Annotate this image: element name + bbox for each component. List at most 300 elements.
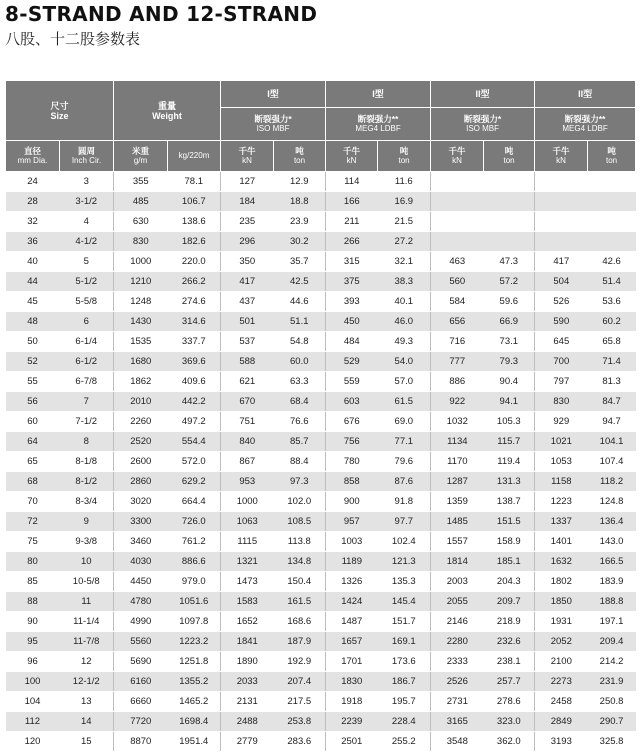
table-row [6, 632, 636, 652]
table-cell: 7-1/2 [60, 412, 114, 432]
col-header-en: mm Dia. [17, 156, 48, 165]
table-cell: 47.3 [484, 252, 535, 272]
table-cell: 350 [221, 252, 274, 272]
table-cell: 28 [6, 192, 60, 212]
col-header-en: ton [606, 156, 618, 165]
table-cell: 2526 [431, 672, 484, 692]
table-cell: 645 [535, 332, 588, 352]
table-row [6, 172, 636, 192]
table-cell: 73.1 [484, 332, 535, 352]
table-cell: 54.0 [378, 352, 431, 372]
table-cell: 46.0 [378, 312, 431, 332]
table-cell: 88.4 [274, 452, 326, 472]
weight-header-cn: 重量 [158, 100, 177, 111]
table-cell: 780 [326, 452, 378, 472]
col-header-en: Inch Cir. [71, 156, 102, 165]
table-cell: 71.4 [588, 352, 636, 372]
table-cell: 183.9 [588, 572, 636, 592]
table-cell: 197.1 [588, 612, 636, 632]
group-type-header: II型 [431, 81, 535, 108]
table-cell: 4-1/2 [60, 232, 114, 252]
group-type-header: I型 [221, 81, 326, 108]
table-cell: 559 [326, 372, 378, 392]
group-metric-header [326, 108, 431, 141]
table-cell: 91.8 [378, 492, 431, 512]
table-cell: 104 [6, 692, 60, 712]
metric-en: ISO MBF [466, 124, 499, 133]
table-row [6, 712, 636, 732]
table-cell: 48 [6, 312, 60, 332]
col-header-en: kN [346, 156, 357, 165]
table-cell: 53.6 [588, 292, 636, 312]
table-cell: 1465.2 [168, 692, 221, 712]
table-cell: 192.9 [274, 652, 326, 672]
table-cell: 211 [326, 212, 378, 232]
table-cell: 2860 [114, 472, 168, 492]
table-cell: 78.1 [168, 172, 221, 192]
table-cell: 253.8 [274, 712, 326, 732]
table-row [6, 252, 636, 272]
table-cell: 250.8 [588, 692, 636, 712]
table-cell: 437 [221, 292, 274, 312]
table-cell: 231.9 [588, 672, 636, 692]
table-cell: 442.2 [168, 392, 221, 412]
table-cell: 323.0 [484, 712, 535, 732]
table-cell: 266.2 [168, 272, 221, 292]
table-cell: 113.8 [274, 532, 326, 552]
col-header-kg220 [168, 141, 221, 172]
table-cell: 97.7 [378, 512, 431, 532]
table-cell [588, 212, 636, 232]
table-cell: 80 [6, 552, 60, 572]
metric-cn: 断裂强力* [463, 114, 502, 124]
table-cell: 621 [221, 372, 274, 392]
table-cell: 195.7 [378, 692, 431, 712]
table-cell [484, 172, 535, 192]
col-header-en: kN [556, 156, 566, 165]
table-row [6, 212, 636, 232]
table-cell: 278.6 [484, 692, 535, 712]
table-cell: 106.7 [168, 192, 221, 212]
table-cell: 6-1/4 [60, 332, 114, 352]
table-cell: 60.2 [588, 312, 636, 332]
table-cell: 450 [326, 312, 378, 332]
table-cell [431, 212, 484, 232]
col-header-circumference [60, 141, 114, 172]
table-cell [535, 172, 588, 192]
table-cell: 375 [326, 272, 378, 292]
table-cell: 417 [221, 272, 274, 292]
table-cell [484, 192, 535, 212]
table-cell: 127 [221, 172, 274, 192]
table-cell: 325.8 [588, 732, 636, 752]
table-cell: 588 [221, 352, 274, 372]
table-cell: 726.0 [168, 512, 221, 532]
table-cell: 417 [535, 252, 588, 272]
table-header [6, 81, 636, 172]
col-header-kn [535, 141, 588, 172]
table-row [6, 552, 636, 572]
table-cell: 51.1 [274, 312, 326, 332]
table-cell [431, 232, 484, 252]
table-cell: 1097.8 [168, 612, 221, 632]
col-header-cn: 米重 [132, 146, 150, 156]
metric-cn: 断裂强力** [357, 114, 399, 124]
col-header-kn [326, 141, 378, 172]
table-row [6, 452, 636, 472]
table-cell: 572.0 [168, 452, 221, 472]
table-cell [484, 232, 535, 252]
table-cell: 3193 [535, 732, 588, 752]
table-cell: 4990 [114, 612, 168, 632]
page-subtitle: 八股、十二股参数表 [5, 30, 141, 48]
table-cell: 1359 [431, 492, 484, 512]
table-cell: 1401 [535, 532, 588, 552]
table-cell: 24 [6, 172, 60, 192]
table-cell: 13 [60, 692, 114, 712]
table-cell: 35.7 [274, 252, 326, 272]
col-header-en: ton [293, 156, 306, 165]
table-cell: 1248 [114, 292, 168, 312]
table-cell: 102.0 [274, 492, 326, 512]
table-cell: 3460 [114, 532, 168, 552]
table-cell: 238.1 [484, 652, 535, 672]
weight-header-en: Weight [152, 110, 182, 121]
table-cell: 409.6 [168, 372, 221, 392]
table-cell: 603 [326, 392, 378, 412]
table-cell: 204.3 [484, 572, 535, 592]
size-header-en: Size [50, 110, 69, 121]
table-cell: 30.2 [274, 232, 326, 252]
table-cell: 830 [114, 232, 168, 252]
size-header-cn: 尺寸 [50, 100, 69, 111]
group-type-header: II型 [535, 81, 636, 108]
metric-cn: 断裂强力** [564, 114, 606, 124]
table-cell: 2052 [535, 632, 588, 652]
table-cell: 90 [6, 612, 60, 632]
table-cell: 7720 [114, 712, 168, 732]
table-cell: 1487 [326, 612, 378, 632]
table-cell: 119.4 [484, 452, 535, 472]
table-cell: 337.7 [168, 332, 221, 352]
table-cell: 3020 [114, 492, 168, 512]
table-cell: 584 [431, 292, 484, 312]
table-cell: 1287 [431, 472, 484, 492]
table-cell: 36 [6, 232, 60, 252]
table-cell: 27.2 [378, 232, 431, 252]
table-cell: 1430 [114, 312, 168, 332]
table-cell: 5690 [114, 652, 168, 672]
table-row [6, 372, 636, 392]
table-cell: 1158 [535, 472, 588, 492]
table-cell: 10 [60, 552, 114, 572]
table-cell: 501 [221, 312, 274, 332]
table-cell: 2033 [221, 672, 274, 692]
table-row [6, 612, 636, 632]
table-cell: 173.6 [378, 652, 431, 672]
table-cell: 1032 [431, 412, 484, 432]
table-cell: 42.6 [588, 252, 636, 272]
table-cell: 1485 [431, 512, 484, 532]
table-cell: 3300 [114, 512, 168, 532]
table-cell: 5-5/8 [60, 292, 114, 312]
table-cell: 166 [326, 192, 378, 212]
table-cell: 68.4 [274, 392, 326, 412]
col-header-cn: 吨 [399, 146, 409, 156]
table-cell: 1931 [535, 612, 588, 632]
table-cell: 185.1 [484, 552, 535, 572]
table-cell: 59.6 [484, 292, 535, 312]
table-cell: 1583 [221, 592, 274, 612]
table-cell: 355 [114, 172, 168, 192]
table-cell: 1170 [431, 452, 484, 472]
table-cell: 136.4 [588, 512, 636, 532]
table-row [6, 592, 636, 612]
table-cell: 108.5 [274, 512, 326, 532]
table-cell: 4450 [114, 572, 168, 592]
table-cell: 131.3 [484, 472, 535, 492]
metric-en: MEG4 LDBF [562, 124, 608, 133]
table-row [6, 312, 636, 332]
table-cell: 124.8 [588, 492, 636, 512]
table-cell: 45 [6, 292, 60, 312]
table-cell: 2003 [431, 572, 484, 592]
table-row [6, 732, 636, 752]
table-cell: 64 [6, 432, 60, 452]
col-header-cn: 圆周 [78, 146, 96, 156]
table-cell [484, 212, 535, 232]
metric-cn: 断裂强力* [254, 114, 292, 124]
table-cell: 38.3 [378, 272, 431, 292]
table-cell: 21.5 [378, 212, 431, 232]
table-cell: 296 [221, 232, 274, 252]
table-cell: 1473 [221, 572, 274, 592]
table-row [6, 352, 636, 372]
table-cell: 10-5/8 [60, 572, 114, 592]
table-cell: 1115 [221, 532, 274, 552]
table-cell: 1053 [535, 452, 588, 472]
table-cell: 69.0 [378, 412, 431, 432]
table-row [6, 432, 636, 452]
table-cell: 2333 [431, 652, 484, 672]
table-cell: 84.7 [588, 392, 636, 412]
table-cell: 52 [6, 352, 60, 372]
table-cell: 235 [221, 212, 274, 232]
table-cell: 485 [114, 192, 168, 212]
table-cell [535, 212, 588, 232]
table-cell: 2280 [431, 632, 484, 652]
table-cell: 150.4 [274, 572, 326, 592]
col-header-cn: 千牛 [448, 146, 466, 156]
table-row [6, 672, 636, 692]
col-header-en: kg/220m [178, 151, 210, 160]
table-cell: 922 [431, 392, 484, 412]
col-header-cn: 千牛 [238, 146, 256, 156]
table-cell: 700 [535, 352, 588, 372]
table-cell: 8-3/4 [60, 492, 114, 512]
table-cell [588, 172, 636, 192]
table-cell: 1830 [326, 672, 378, 692]
table-cell: 9 [60, 512, 114, 532]
table-cell: 151.7 [378, 612, 431, 632]
table-cell [431, 172, 484, 192]
table-cell: 44 [6, 272, 60, 292]
table-cell: 797 [535, 372, 588, 392]
table-cell: 2239 [326, 712, 378, 732]
table-cell: 115.7 [484, 432, 535, 452]
table-cell: 16.9 [378, 192, 431, 212]
table-cell: 315 [326, 252, 378, 272]
table-cell: 590 [535, 312, 588, 332]
table-cell: 1051.6 [168, 592, 221, 612]
table-row [6, 232, 636, 252]
table-cell: 12 [60, 652, 114, 672]
metric-en: MEG4 LDBF [355, 124, 401, 133]
table-cell: 840 [221, 432, 274, 452]
table-cell: 85.7 [274, 432, 326, 452]
table-cell: 112 [6, 712, 60, 732]
table-cell: 1535 [114, 332, 168, 352]
col-header-kn [221, 141, 274, 172]
table-cell: 3 [60, 172, 114, 192]
table-row [6, 472, 636, 492]
table-row [6, 572, 636, 592]
table-cell: 44.6 [274, 292, 326, 312]
table-cell: 184 [221, 192, 274, 212]
table-cell: 1223.2 [168, 632, 221, 652]
table-cell: 79.3 [484, 352, 535, 372]
table-cell: 716 [431, 332, 484, 352]
table-cell: 5 [60, 252, 114, 272]
table-cell [535, 192, 588, 212]
table-cell: 751 [221, 412, 274, 432]
table-cell: 1652 [221, 612, 274, 632]
table-cell: 81.3 [588, 372, 636, 392]
table-cell: 314.6 [168, 312, 221, 332]
table-cell: 161.5 [274, 592, 326, 612]
table-cell: 1021 [535, 432, 588, 452]
table-cell: 886 [431, 372, 484, 392]
table-cell: 15 [60, 732, 114, 752]
table-cell: 95 [6, 632, 60, 652]
table-cell: 66.9 [484, 312, 535, 332]
table-cell: 2260 [114, 412, 168, 432]
table-cell [588, 192, 636, 212]
table-cell: 51.4 [588, 272, 636, 292]
table-cell: 114 [326, 172, 378, 192]
table-cell: 94.1 [484, 392, 535, 412]
table-cell: 463 [431, 252, 484, 272]
table-cell: 393 [326, 292, 378, 312]
table-cell: 55 [6, 372, 60, 392]
table-cell: 957 [326, 512, 378, 532]
col-header-ton [274, 141, 326, 172]
table-cell: 40 [6, 252, 60, 272]
table-cell: 96 [6, 652, 60, 672]
table-cell: 8-1/8 [60, 452, 114, 472]
table-cell: 1355.2 [168, 672, 221, 692]
table-cell: 14 [60, 712, 114, 732]
table-cell: 9-3/8 [60, 532, 114, 552]
table-cell: 232.6 [484, 632, 535, 652]
table-cell: 60 [6, 412, 60, 432]
table-cell: 42.5 [274, 272, 326, 292]
table-cell: 1890 [221, 652, 274, 672]
col-header-cn: 千牛 [552, 146, 570, 156]
col-header-kn [431, 141, 484, 172]
table-row [6, 652, 636, 672]
table-cell [535, 232, 588, 252]
table-cell: 100 [6, 672, 60, 692]
table-cell: 1802 [535, 572, 588, 592]
table-cell: 929 [535, 412, 588, 432]
table-cell: 166.5 [588, 552, 636, 572]
col-header-gm [114, 141, 168, 172]
table-row [6, 392, 636, 412]
table-cell: 104.1 [588, 432, 636, 452]
table-cell: 143.0 [588, 532, 636, 552]
table-cell: 94.7 [588, 412, 636, 432]
table-cell: 560 [431, 272, 484, 292]
table-cell: 151.5 [484, 512, 535, 532]
col-header-en: kN [452, 156, 462, 165]
table-cell: 255.2 [378, 732, 431, 752]
table-cell: 65 [6, 452, 60, 472]
table-cell: 57.0 [378, 372, 431, 392]
page-title: 8-STRAND AND 12-STRAND [5, 2, 318, 26]
table-cell: 2100 [535, 652, 588, 672]
col-header-en: ton [503, 156, 515, 165]
table-cell: 362.0 [484, 732, 535, 752]
col-header-ton [588, 141, 636, 172]
col-header-diameter [6, 141, 60, 172]
table-cell: 6160 [114, 672, 168, 692]
table-cell: 11.6 [378, 172, 431, 192]
table-cell: 3165 [431, 712, 484, 732]
table-cell: 3-1/2 [60, 192, 114, 212]
table-cell: 1862 [114, 372, 168, 392]
table-cell: 32.1 [378, 252, 431, 272]
table-cell: 1134 [431, 432, 484, 452]
table-cell [431, 192, 484, 212]
table-cell: 756 [326, 432, 378, 452]
table-cell: 217.5 [274, 692, 326, 712]
table-cell: 40.1 [378, 292, 431, 312]
table-cell: 4030 [114, 552, 168, 572]
table-cell: 2779 [221, 732, 274, 752]
table-row [6, 492, 636, 512]
table-cell: 6660 [114, 692, 168, 712]
col-header-en: ton [398, 156, 410, 165]
table-cell: 484 [326, 332, 378, 352]
table-body [6, 172, 636, 752]
table-cell: 504 [535, 272, 588, 292]
table-cell: 8-1/2 [60, 472, 114, 492]
col-header-en: kN [242, 156, 252, 165]
table-cell: 105.3 [484, 412, 535, 432]
table-cell: 168.6 [274, 612, 326, 632]
group-type-header: I型 [326, 81, 431, 108]
table-cell: 886.6 [168, 552, 221, 572]
table-cell: 50 [6, 332, 60, 352]
col-header-ton [378, 141, 431, 172]
table-cell: 777 [431, 352, 484, 372]
table-cell: 88 [6, 592, 60, 612]
table-cell: 54.8 [274, 332, 326, 352]
table-cell: 18.8 [274, 192, 326, 212]
table-cell: 1680 [114, 352, 168, 372]
table-row [6, 692, 636, 712]
